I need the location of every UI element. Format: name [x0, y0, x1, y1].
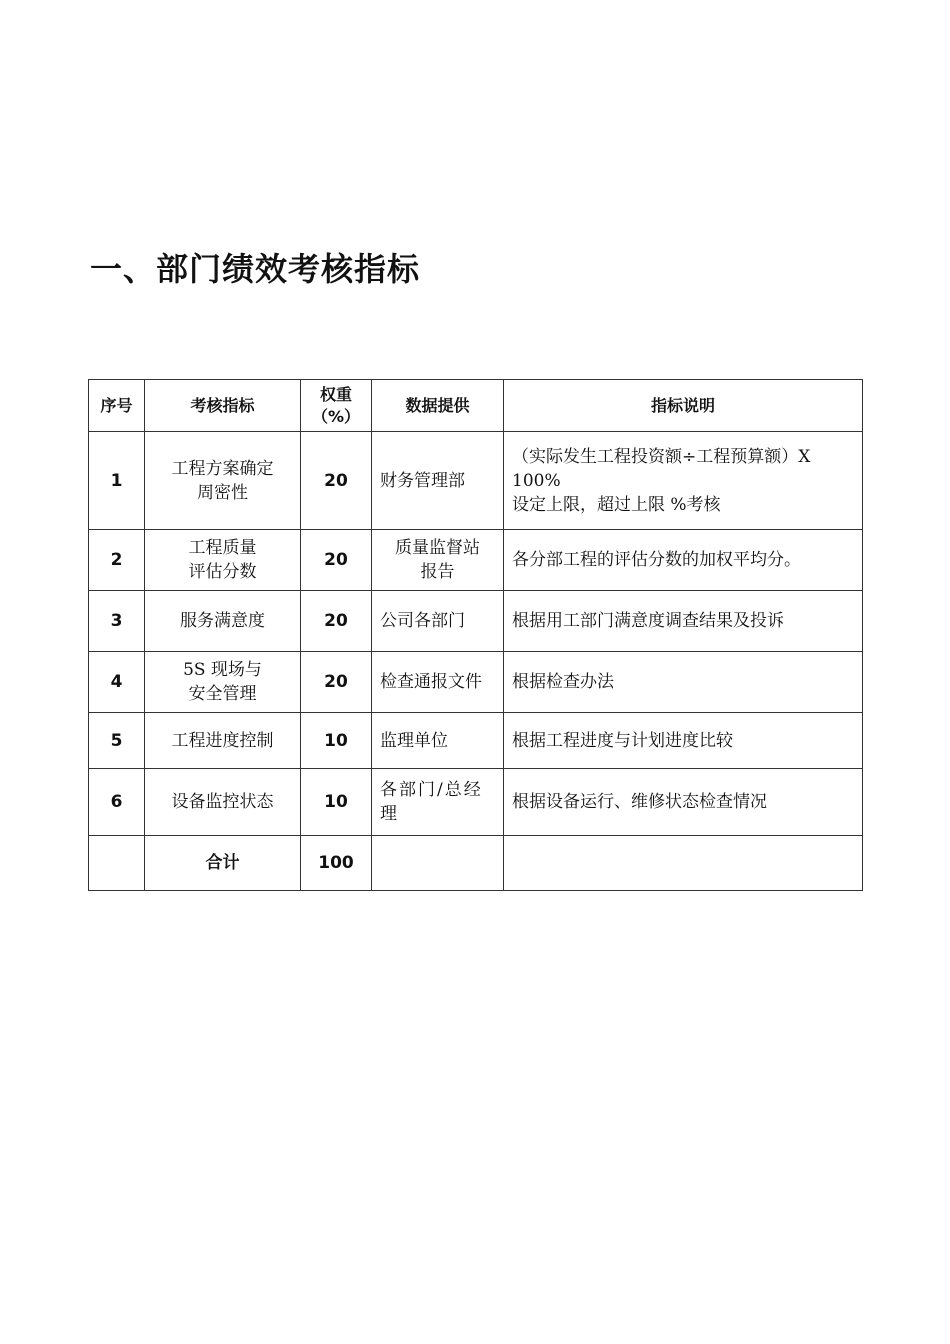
row-seq: 1: [89, 432, 145, 530]
row-indicator-line1: 工程方案确定: [171, 458, 274, 479]
table-header-row: [89, 380, 863, 432]
row-seq: 5: [89, 713, 145, 769]
row-source-line2: 报告: [420, 562, 455, 582]
total-description-empty: [504, 836, 863, 891]
row-indicator: 设备监控状态: [145, 769, 301, 836]
row-indicator-line2: 周密性: [197, 482, 248, 503]
row-indicator: [145, 432, 301, 530]
row-indicator-line1: 5S 现场与: [183, 660, 262, 680]
row-source: 监理单位: [372, 713, 504, 769]
row-weight: 20: [301, 591, 372, 652]
table-row: [89, 652, 863, 713]
row-description: 各分部工程的评估分数的加权平均分。: [504, 530, 863, 591]
row-description-line1: （实际发生工程投资额÷工程预算额）X: [512, 446, 811, 467]
table-row: [89, 432, 863, 530]
row-seq: 6: [89, 769, 145, 836]
row-source: [372, 530, 504, 591]
header-seq: 序号: [89, 380, 145, 432]
row-indicator-line1: 工程质量: [188, 538, 257, 558]
header-source: 数据提供: [372, 380, 504, 432]
row-indicator-line2: 安全管理: [188, 684, 257, 704]
header-description: 指标说明: [504, 380, 863, 432]
row-description-line3: 设定上限，超过上限 %考核: [512, 494, 721, 515]
row-indicator: 服务满意度: [145, 591, 301, 652]
row-source: 财务管理部: [372, 432, 504, 530]
row-description: 根据工程进度与计划进度比较: [504, 713, 863, 769]
row-source: 公司各部门: [372, 591, 504, 652]
row-description-line2: 100%: [512, 470, 561, 491]
row-source-line2: 理: [380, 804, 397, 824]
total-source-empty: [372, 836, 504, 891]
header-weight-line1: 权重: [319, 384, 352, 404]
row-indicator: [145, 652, 301, 713]
header-weight: [301, 380, 372, 432]
row-description: [504, 432, 863, 530]
table-row: [89, 713, 863, 769]
row-source: 检查通报文件: [372, 652, 504, 713]
row-weight: 10: [301, 769, 372, 836]
kpi-table: [88, 379, 863, 891]
table-row: [89, 769, 863, 836]
row-weight: 20: [301, 652, 372, 713]
row-source: [372, 769, 504, 836]
row-weight: 20: [301, 432, 372, 530]
row-source-line1: 质量监督站: [395, 538, 480, 558]
row-weight: 10: [301, 713, 372, 769]
table-total-row: [89, 836, 863, 891]
row-seq: 4: [89, 652, 145, 713]
header-indicator: 考核指标: [145, 380, 301, 432]
header-weight-line2: （%）: [311, 406, 361, 426]
row-indicator: [145, 530, 301, 591]
row-description: 根据检查办法: [504, 652, 863, 713]
row-indicator: 工程进度控制: [145, 713, 301, 769]
row-weight: 20: [301, 530, 372, 591]
row-seq: 2: [89, 530, 145, 591]
row-indicator-line2: 评估分数: [188, 562, 257, 582]
table-row: [89, 530, 863, 591]
total-seq-empty: [89, 836, 145, 891]
row-description: 根据用工部门满意度调查结果及投诉: [504, 591, 863, 652]
row-source-line1: 各部门/总经: [380, 780, 483, 800]
page-title: 一、部门绩效考核指标: [90, 250, 421, 288]
row-description: 根据设备运行、维修状态检查情况: [504, 769, 863, 836]
row-seq: 3: [89, 591, 145, 652]
table-row: [89, 591, 863, 652]
total-weight: 100: [301, 836, 372, 891]
total-label: 合计: [145, 836, 301, 891]
